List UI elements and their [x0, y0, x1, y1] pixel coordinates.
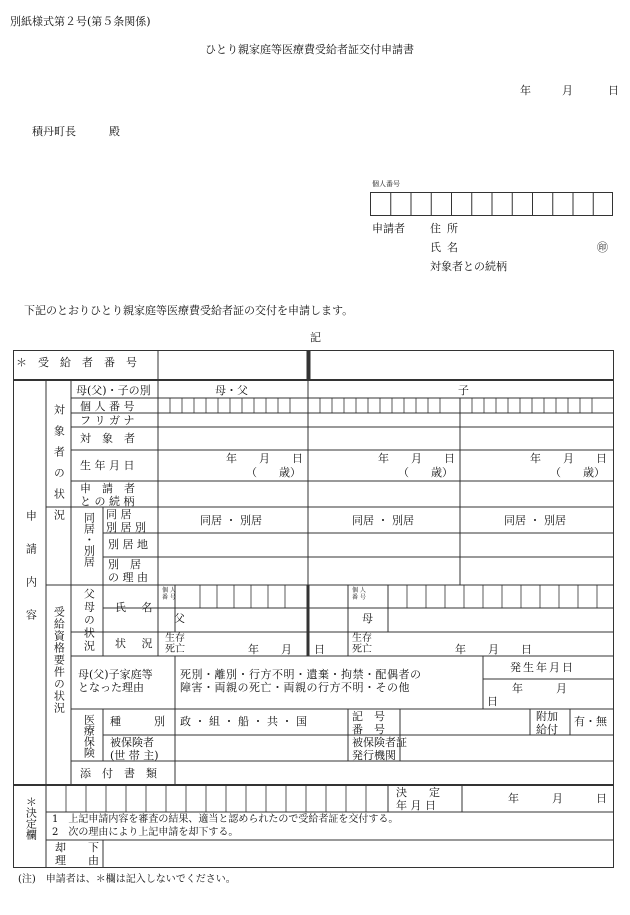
row-relation-applicant-label: 申 請 者 と の 続 柄 — [80, 482, 135, 508]
personal-number-label: 個人番号 — [372, 180, 400, 188]
dokyo-value-2[interactable]: 同居 ・ 別居 — [352, 514, 414, 527]
section-shikaku-label: 受給資格要件の状況 — [52, 606, 66, 714]
occurrence-date: 年 月 — [512, 682, 567, 695]
recipient-number-label: ＊ 受 給 者 番 号 — [16, 356, 137, 369]
dokyo-value-1[interactable]: 同居 ・ 別居 — [200, 514, 262, 527]
ki-label: 記 — [310, 331, 321, 344]
dokyo-value-3[interactable]: 同居 ・ 別居 — [504, 514, 566, 527]
father-label: 父 — [174, 612, 185, 625]
mother-label: 母 — [362, 612, 373, 625]
seal-mark: ㊞ — [597, 241, 608, 254]
section-taisho-label: 対象者の状況 — [52, 404, 66, 530]
row-type-label: 種 別 — [110, 715, 165, 728]
birth-date-3: 年 月 日 — [530, 452, 607, 465]
birth-age-2: （ 歳） — [398, 466, 453, 479]
occurrence-day: 日 — [487, 695, 498, 708]
section-shinsei-label: 申請内容 — [24, 510, 38, 642]
birth-date-2: 年 月 日 — [378, 452, 455, 465]
relation-label: 対象者との続柄 — [430, 260, 507, 273]
status-date-mother: 年 月 日 — [455, 643, 532, 656]
birth-age-3: （ 歳） — [550, 466, 605, 479]
birth-age-1: （ 歳） — [246, 466, 301, 479]
form-title: ひとり親家庭等医療費受給者証交付申請書 — [205, 43, 414, 56]
decision-line-2: 2 次の理由により上記申請を却下する。 — [52, 827, 239, 838]
alive-dead-mother[interactable]: 生存 死亡 — [352, 633, 372, 655]
attachments-label: 添 付 書 類 — [80, 767, 157, 780]
name-label: 氏名 — [430, 241, 464, 254]
addressee: 積丹町長 殿 — [32, 125, 120, 138]
row-relation-label: 母(父)・子の別 — [76, 384, 151, 397]
decision-label: ＊決定欄 — [24, 796, 38, 840]
date-day: 日 — [608, 84, 619, 97]
kojin-bango-mother: 個 人 番 号 — [352, 587, 366, 602]
row-bekkyo-chi-label: 別 居 地 — [108, 538, 148, 551]
date-month: 月 — [562, 84, 573, 97]
status-date-father: 年 月 日 — [248, 643, 325, 656]
rejection-reason-label: 却 下 理 由 — [55, 841, 99, 867]
row-dokyo-label: 同居・別居 — [82, 512, 96, 567]
symbol-number-label: 記 号 番 号 — [352, 710, 385, 736]
row-shimei-label: 氏 名 — [115, 601, 159, 614]
yes-no-option[interactable]: 有・無 — [574, 715, 607, 728]
row-birth-label: 生 年 月 日 — [80, 459, 135, 472]
alive-dead-father[interactable]: 生存 死亡 — [165, 633, 185, 655]
row-bekkyo-riyu-label: 別 居 の 理 由 — [108, 558, 148, 584]
additional-benefit-label: 附加 給付 — [536, 710, 558, 736]
medical-label: 医療保険 — [82, 714, 96, 758]
row-personal-number-label: 個 人 番 号 — [80, 400, 135, 413]
reason-label: 母(父)子家庭等 となった理由 — [78, 668, 153, 695]
form-number: 別紙様式第２号(第５条関係) — [10, 15, 151, 28]
type-options[interactable]: 政 ・ 組 ・ 船 ・ 共 ・ 国 — [180, 715, 307, 728]
row-dokyo-betsu-label: 同 居 別 居 別 — [106, 508, 146, 534]
parents-label: 父母の状況 — [82, 588, 96, 653]
col-mother-father: 母・父 — [215, 384, 248, 397]
footnote: (注) 申請者は、＊欄は記入しないでください。 — [18, 874, 236, 885]
row-jokyo-label: 状 況 — [115, 637, 159, 650]
decision-line-1: 1 上記申請内容を審査の結果、適当と認められたので受給者証を交付する。 — [52, 814, 399, 825]
insurance-issuer-label: 被保険者証 発行機関 — [352, 736, 407, 762]
row-furigana-label: フ リ ガ ナ — [80, 414, 135, 427]
birth-date-1: 年 月 日 — [226, 452, 303, 465]
row-target-label: 対 象 者 — [80, 432, 135, 445]
insured-label: 被保険者 (世 帯 主) — [110, 736, 159, 762]
intro-text: 下記のとおりひとり親家庭等医療費受給者証の交付を申請します。 — [24, 304, 354, 317]
reason-options[interactable]: 死別・離別・行方不明・遺棄・拘禁・配偶者の 障害・両親の死亡・両親の行方不明・その他 — [180, 668, 422, 695]
decision-date: 年 月 日 — [508, 792, 607, 805]
decision-date-label: 決 定 年 月 日 — [396, 786, 440, 812]
applicant-label: 申請者 — [372, 222, 405, 235]
kojin-bango-father: 個 人 番 号 — [162, 587, 176, 602]
date-year: 年 — [520, 84, 531, 97]
address-label: 住所 — [430, 222, 464, 235]
occurrence-label: 発生年月日 — [510, 661, 575, 674]
col-child: 子 — [458, 384, 469, 397]
